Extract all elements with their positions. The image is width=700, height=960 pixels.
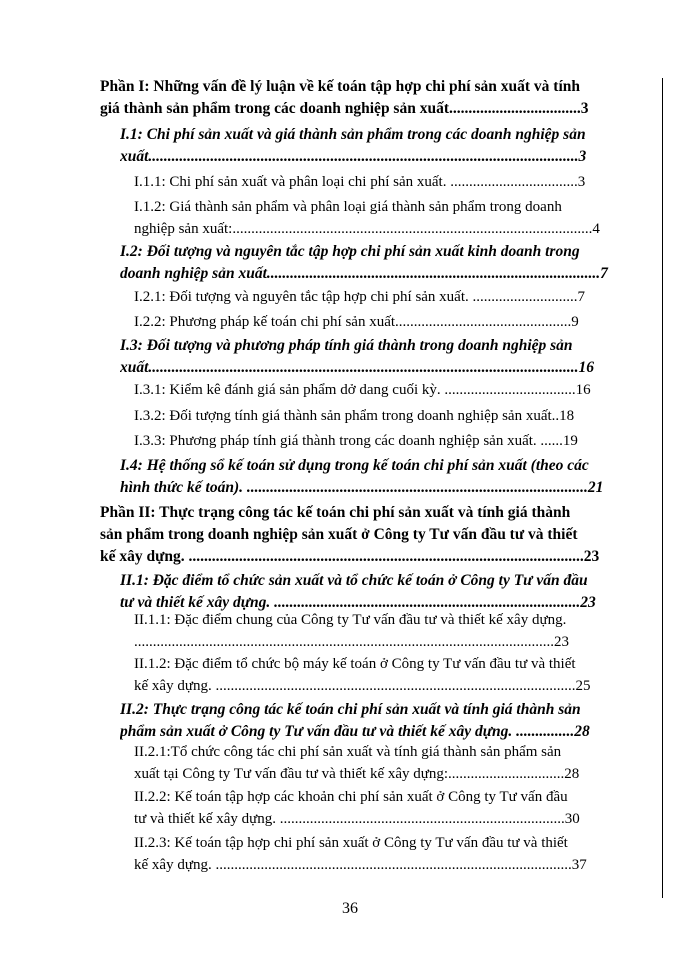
toc-line: ................................................................................................................23	[134, 634, 569, 650]
toc-line: I.4: Hệ thống sổ kế toán sử dụng trong kế toán chi phí sản xuất (theo các	[120, 457, 589, 474]
toc-line: doanh nghiệp sản xuất......................................................................................7	[120, 265, 608, 282]
toc-line: sản phẩm trong doanh nghiệp sản xuất ở Công ty Tư vấn đầu tư và thiết	[100, 526, 578, 543]
toc-line: II.2.2: Kế toán tập hợp các khoản chi phí sản xuất ở Công ty Tư vấn đầu	[134, 789, 568, 805]
toc-section-2-2[interactable]	[120, 699, 614, 743]
toc-line: I.3.1: Kiểm kê đánh giá sản phẩm dở dang cuối kỳ. ...................................16	[134, 382, 591, 398]
toc-line: Phần I: Những vấn đề lý luận về kế toán tập hợp chi phí sản xuất và tính	[100, 78, 581, 95]
toc-line: Phần II: Thực trạng công tác kế toán chi phí sản xuất và tính giá thành	[100, 504, 571, 521]
right-margin-rule	[662, 78, 663, 898]
toc-line: I.3: Đối tượng và phương pháp tính giá thành trong doanh nghiệp sản	[120, 337, 573, 354]
toc-line: phẩm sản xuất ở Công ty Tư vấn đầu tư và thiết kế xây dựng. ...............28	[120, 723, 590, 740]
toc-section-2-1[interactable]	[120, 570, 614, 614]
toc-line: xuất...............................................................................................................16	[120, 359, 595, 376]
toc-subsection-1-3-3[interactable]	[134, 430, 614, 452]
toc-line: I.1: Chi phí sản xuất và giá thành sản phẩm trong các doanh nghiệp sản	[120, 126, 586, 143]
toc-subsection-2-2-2[interactable]	[134, 786, 614, 830]
toc-part-1[interactable]	[100, 76, 614, 120]
toc-line: hình thức kế toán). ........................................................................................21	[120, 479, 604, 496]
toc-subsection-2-2-3[interactable]	[134, 832, 614, 876]
toc-line: II.1: Đặc điểm tổ chức sản xuất và tổ chức kế toán ở Công ty Tư vấn đầu	[120, 572, 588, 589]
toc-line: II.2: Thực trạng công tác kế toán chi phí sản xuất và tính giá thành sản	[120, 701, 581, 718]
toc-section-1-2[interactable]	[120, 241, 614, 285]
toc-line: II.2.1:Tổ chức công tác chi phí sản xuất và tính giá thành sản phẩm sản	[134, 744, 562, 760]
toc-subsection-2-1-2[interactable]	[134, 653, 614, 697]
toc-section-1-3[interactable]	[120, 335, 614, 379]
toc-line: I.2.1: Đối tượng và nguyên tắc tập hợp chi phí sản xuất. ............................7	[134, 289, 586, 305]
toc-line: II.2.3: Kế toán tập hợp chi phí sản xuất ở Công ty Tư vấn đầu tư và thiết	[134, 835, 568, 851]
toc-line: tư và thiết kế xây dựng. ...............................................................................23	[120, 594, 596, 611]
toc-line: I.2: Đối tượng và nguyên tắc tập hợp chi phí sản xuất kinh doanh trong	[120, 243, 580, 260]
toc-line: kế xây dựng. ...............................................................................................37	[134, 857, 587, 873]
page-number: 36	[342, 900, 358, 917]
toc-section-1-4[interactable]	[120, 455, 614, 499]
toc-line: I.2.2: Phương pháp kế toán chi phí sản xuất...............................................9	[134, 314, 579, 330]
toc-subsection-2-2-1[interactable]	[134, 741, 614, 785]
toc-line: I.3.3: Phương pháp tính giá thành trong các doanh nghiệp sản xuất. ......19	[134, 433, 578, 449]
toc-line: xuất...............................................................................................................3	[120, 148, 587, 165]
toc-line: tư và thiết kế xây dựng. ............................................................................30	[134, 811, 580, 827]
toc-line: xuất tại Công ty Tư vấn đầu tư và thiết kế xây dựng:...............................28	[134, 766, 580, 782]
toc-subsection-1-1-2[interactable]	[134, 196, 614, 240]
toc-line: kế xây dựng. ................................................................................................25	[134, 678, 591, 694]
toc-line: I.3.2: Đối tượng tính giá thành sản phẩm trong doanh nghiệp sản xuất..18	[134, 408, 575, 424]
toc-section-1-1[interactable]	[120, 124, 614, 168]
toc-line: II.1.1: Đặc điểm chung của Công ty Tư vấn đầu tư và thiết kế xây dựng.	[134, 612, 567, 628]
toc-line: II.1.2: Đặc điểm tổ chức bộ máy kế toán ở Công ty Tư vấn đầu tư và thiết	[134, 656, 576, 672]
toc-subsection-1-3-1[interactable]	[134, 379, 614, 401]
toc-subsection-1-2-2[interactable]	[134, 311, 614, 333]
toc-line: I.1.1: Chi phí sản xuất và phân loại chi phí sản xuất. ..................................3	[134, 174, 586, 190]
toc-line: nghiệp sản xuất:................................................................................................4	[134, 221, 600, 237]
toc-subsection-1-2-1[interactable]	[134, 286, 614, 308]
toc-line: kế xây dựng. ......................................................................................................23	[100, 548, 600, 565]
toc-part-2[interactable]	[100, 502, 614, 568]
toc-line: giá thành sản phẩm trong các doanh nghiệp sản xuất..................................3	[100, 100, 589, 117]
toc-subsection-1-3-2[interactable]	[134, 405, 614, 427]
toc-subsection-1-1-1[interactable]	[134, 171, 614, 193]
toc-subsection-2-1-1[interactable]	[134, 609, 614, 653]
toc-line: I.1.2: Giá thành sản phẩm và phân loại giá thành sản phẩm trong doanh	[134, 199, 562, 215]
